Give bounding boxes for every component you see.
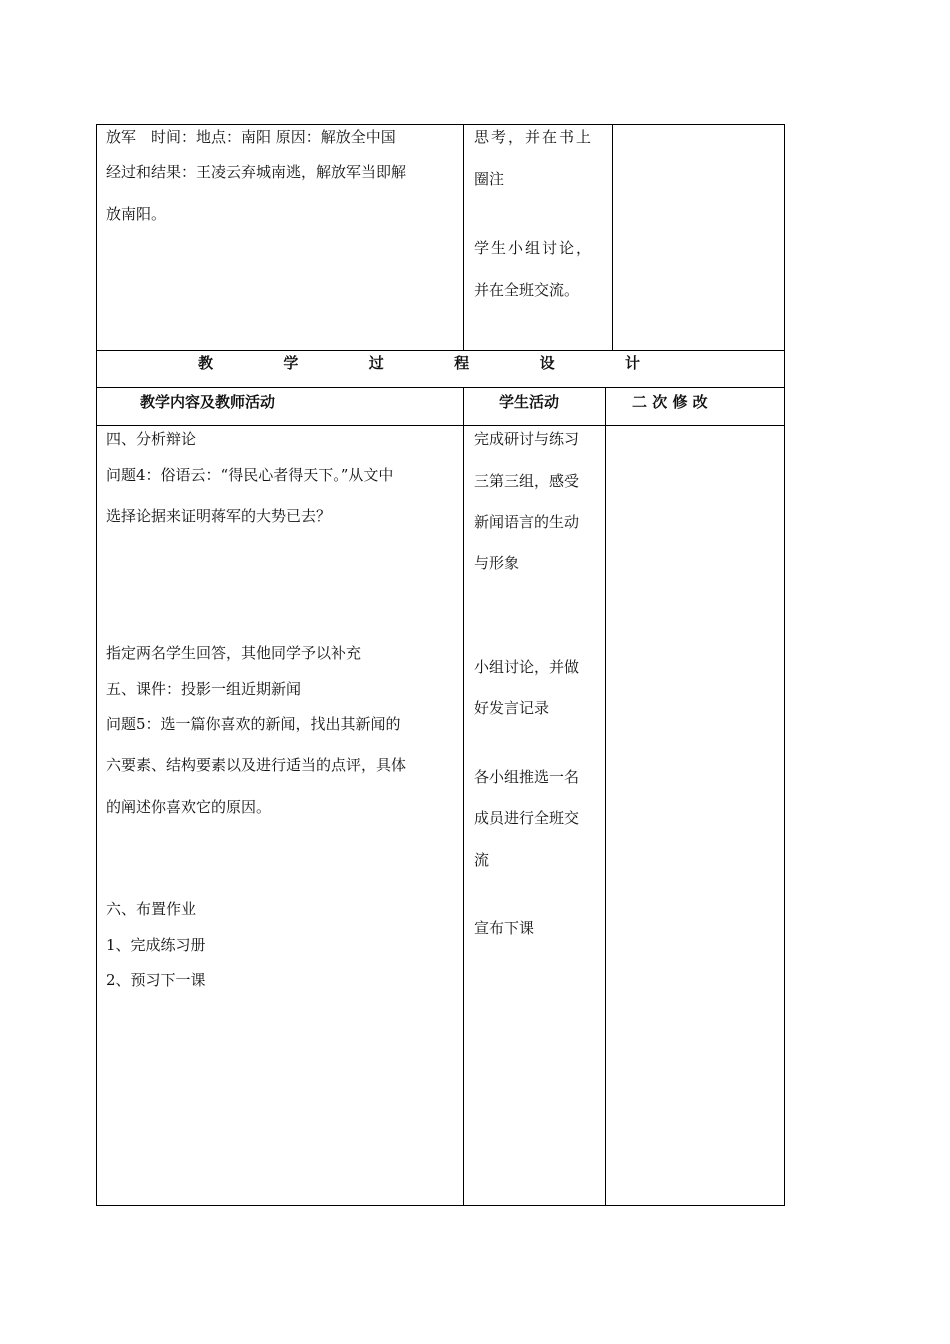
main-student-line: 流	[474, 851, 490, 869]
main-student-line: 好发言记录	[474, 699, 550, 717]
main-text-line: 2、预习下一课	[106, 971, 206, 989]
top-text-line: 放南阳。	[106, 205, 167, 223]
top-student-line: 学生小组讨论，	[474, 239, 594, 257]
border-top	[96, 124, 785, 125]
main-student-line: 小组讨论，并做	[474, 658, 580, 676]
header-teacher-activity: 教学内容及教师活动	[140, 393, 276, 411]
border-right	[784, 124, 785, 1206]
main-text-line: 五、课件：投影一组近期新闻	[106, 680, 302, 698]
header-revision: 二 次 修 改	[632, 393, 708, 411]
main-student-line: 新闻语言的生动	[474, 513, 580, 531]
section-title-char: 计	[624, 354, 640, 372]
divider-top-col1	[463, 124, 464, 350]
section-title	[198, 356, 640, 371]
main-student-line: 成员进行全班交	[474, 809, 580, 827]
section-title-char: 设	[539, 354, 555, 372]
border-bottom	[96, 1205, 785, 1206]
top-text-line: 放军 时间：地点：南阳 原因：解放全中国	[106, 128, 396, 146]
main-student-line: 三第三组，感受	[474, 472, 580, 490]
main-text-line: 的阐述你喜欢它的原因。	[106, 798, 272, 816]
top-student-line: 并在全班交流。	[474, 281, 580, 299]
main-student-line: 各小组推选一名	[474, 768, 580, 786]
top-text-line: 经过和结果：王凌云弃城南逃，解放军当即解	[106, 163, 407, 181]
main-text-line: 指定两名学生回答，其他同学予以补充	[106, 644, 362, 662]
main-student-line: 与形象	[474, 554, 520, 572]
main-student-line: 完成研讨与练习	[474, 430, 580, 448]
border-header-bottom	[96, 425, 785, 426]
main-text-line: 问题5：选一篇你喜欢的新闻，找出其新闻的	[106, 715, 401, 733]
main-text-line: 六、布置作业	[106, 900, 197, 918]
section-title-char: 过	[368, 354, 384, 372]
main-student-line: 宣布下课	[474, 919, 535, 937]
border-row1-bottom	[96, 350, 785, 351]
top-student-line: 思考，并在书上	[474, 128, 594, 146]
main-text-line: 选择论据来证明蒋军的大势已去？	[106, 507, 332, 525]
border-title-bottom	[96, 387, 785, 388]
top-student-line: 圈注	[474, 170, 505, 188]
section-title-char: 学	[283, 354, 299, 372]
divider-top-col2	[612, 124, 613, 350]
main-text-line: 问题4：俗语云：“得民心者得天下。”从文中	[106, 466, 394, 484]
divider-lower-col1	[463, 387, 464, 1205]
section-title-char: 程	[454, 354, 470, 372]
main-text-line: 1、完成练习册	[106, 936, 206, 954]
border-left	[96, 124, 97, 1206]
header-student-activity: 学生活动	[499, 393, 560, 411]
section-title-char: 教	[198, 354, 214, 372]
main-text-line: 四、分析辩论	[106, 430, 197, 448]
divider-lower-col2	[605, 387, 606, 1205]
main-text-line: 六要素、结构要素以及进行适当的点评，具体	[106, 756, 407, 774]
